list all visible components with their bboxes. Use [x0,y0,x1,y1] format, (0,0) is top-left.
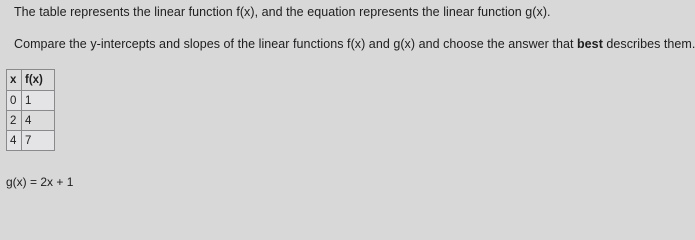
question-intro: The table represents the linear function f(x), and the equation represents the linear function g(x). [14,5,551,19]
table-cell-fx: 1 [22,91,55,111]
prompt-text-after: describes them. [602,37,695,51]
table-row [7,111,55,131]
table-row [7,131,55,151]
table-header-row [7,70,55,91]
equation-gx: g(x) = 2x + 1 [6,175,74,189]
table-row [7,91,55,111]
prompt-text-before: Compare the y-intercepts and slopes of the linear functions f(x) and g(x) and choose the answer that [14,37,577,51]
question-prompt [14,37,695,51]
header-fx: f(x) [22,70,55,91]
header-x: x [7,70,22,91]
table-cell-x: 4 [7,131,22,151]
table-cell-fx: 4 [22,111,55,131]
table-cell-x: 0 [7,91,22,111]
prompt-emphasis: best [577,37,603,51]
function-table [6,69,55,151]
table-cell-x: 2 [7,111,22,131]
table-cell-fx: 7 [22,131,55,151]
